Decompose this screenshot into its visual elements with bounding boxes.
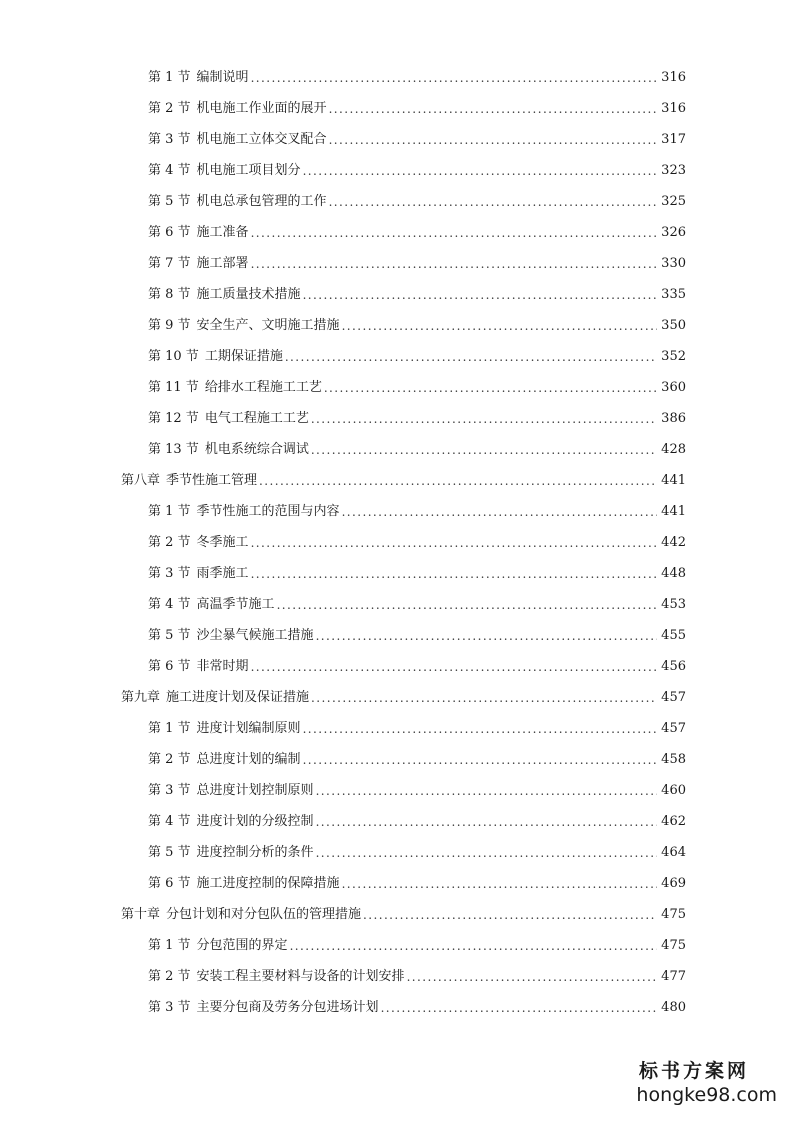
entry-title: 机电总承包管理的工作 — [196, 194, 327, 209]
entry-page-number: 352 — [661, 349, 686, 364]
toc-entry[interactable] — [148, 314, 686, 334]
dot-leader — [303, 287, 658, 303]
entry-page-number: 469 — [661, 876, 686, 891]
entry-number: 第 12 节 — [148, 411, 199, 426]
dot-leader — [329, 101, 658, 117]
entry-number: 第 6 节 — [148, 225, 191, 240]
entry-page-number: 317 — [661, 132, 686, 147]
dot-leader — [329, 194, 658, 210]
dot-leader — [381, 1000, 658, 1016]
dot-leader — [251, 256, 658, 272]
entry-page-number: 350 — [661, 318, 686, 333]
dot-leader — [251, 659, 658, 675]
dot-leader — [311, 411, 657, 427]
watermark-url: hongke98.com — [636, 1084, 777, 1106]
entry-number: 第 7 节 — [148, 256, 191, 271]
entry-page-number: 335 — [661, 287, 686, 302]
entry-page-number: 464 — [661, 845, 686, 860]
toc-entry[interactable] — [148, 128, 686, 148]
entry-title: 雨季施工 — [196, 566, 249, 581]
entry-number: 第 3 节 — [148, 132, 191, 147]
entry-title: 机电施工项目划分 — [196, 163, 301, 178]
entry-number: 第 3 节 — [148, 566, 191, 581]
watermark-brand: 标书方案网 — [639, 1060, 750, 1082]
entry-page-number: 448 — [661, 566, 686, 581]
entry-page-number: 456 — [661, 659, 686, 674]
entry-number: 第 6 节 — [148, 659, 191, 674]
toc-entry[interactable] — [148, 748, 686, 768]
entry-number: 第 1 节 — [148, 504, 191, 519]
chapter-title: 施工进度计划及保证措施 — [166, 690, 310, 705]
dot-leader — [324, 380, 657, 396]
toc-entry[interactable] — [148, 221, 686, 241]
entry-title: 机电系统综合调试 — [204, 442, 309, 457]
entry-number: 第 5 节 — [148, 194, 191, 209]
entry-title: 给排水工程施工工艺 — [204, 380, 322, 395]
toc-entry[interactable] — [148, 283, 686, 303]
entry-number: 第 3 节 — [148, 783, 191, 798]
toc-entry[interactable] — [148, 965, 686, 985]
dot-leader — [311, 690, 657, 706]
toc-entry[interactable] — [148, 66, 686, 86]
dot-leader — [342, 876, 658, 892]
entry-page-number: 330 — [661, 256, 686, 271]
site-watermark — [636, 1054, 779, 1116]
entry-page-number: 480 — [661, 1000, 686, 1015]
entry-number: 第 11 节 — [148, 380, 199, 395]
toc-entry[interactable] — [148, 562, 686, 582]
toc-entry[interactable] — [148, 624, 686, 644]
entry-title: 施工进度控制的保障措施 — [196, 876, 340, 891]
entry-page-number: 442 — [661, 535, 686, 550]
toc-entry[interactable] — [148, 841, 686, 861]
dot-leader — [277, 597, 658, 613]
toc-entry[interactable] — [148, 810, 686, 830]
entry-title: 高温季节施工 — [196, 597, 275, 612]
dot-leader — [251, 566, 658, 582]
entry-title: 进度计划的分级控制 — [196, 814, 314, 829]
entry-number: 第 5 节 — [148, 845, 191, 860]
entry-title: 总进度计划的编制 — [196, 752, 301, 767]
entry-title: 施工准备 — [196, 225, 249, 240]
toc-entry[interactable] — [148, 934, 686, 954]
entry-page-number: 453 — [661, 597, 686, 612]
toc-entry[interactable] — [148, 159, 686, 179]
entry-page-number: 323 — [661, 163, 686, 178]
entry-number: 第 1 节 — [148, 70, 191, 85]
entry-title: 分包范围的界定 — [196, 938, 288, 953]
entry-number: 第 5 节 — [148, 628, 191, 643]
toc-entry[interactable] — [148, 717, 686, 737]
entry-page-number: 475 — [661, 907, 686, 922]
entry-number: 第 10 节 — [148, 349, 199, 364]
toc-entry[interactable] — [148, 531, 686, 551]
dot-leader — [316, 628, 658, 644]
entry-title: 进度计划编制原则 — [196, 721, 301, 736]
entry-title: 施工质量技术措施 — [196, 287, 301, 302]
entry-number: 第 4 节 — [148, 597, 191, 612]
dot-leader — [251, 225, 658, 241]
entry-page-number: 428 — [661, 442, 686, 457]
chapter-number: 第十章 — [121, 907, 161, 922]
toc-entry[interactable] — [148, 438, 686, 458]
chapter-title: 季节性施工管理 — [166, 473, 258, 488]
toc-entry[interactable] — [148, 376, 686, 396]
dot-leader — [259, 473, 657, 489]
entry-page-number: 316 — [661, 101, 686, 116]
entry-page-number: 462 — [661, 814, 686, 829]
entry-page-number: 441 — [661, 473, 686, 488]
dot-leader — [316, 783, 658, 799]
entry-page-number: 326 — [661, 225, 686, 240]
entry-title: 机电施工作业面的展开 — [196, 101, 327, 116]
entry-title: 施工部署 — [196, 256, 249, 271]
entry-number: 第 2 节 — [148, 535, 191, 550]
entry-page-number: 386 — [661, 411, 686, 426]
toc-entry[interactable] — [148, 872, 686, 892]
toc-chapter-entry[interactable] — [121, 903, 686, 923]
dot-leader — [290, 938, 658, 954]
entry-number: 第 4 节 — [148, 814, 191, 829]
entry-title: 安装工程主要材料与设备的计划安排 — [196, 969, 405, 984]
dot-leader — [316, 814, 658, 830]
entry-title: 机电施工立体交叉配合 — [196, 132, 327, 147]
toc-entry[interactable] — [148, 779, 686, 799]
toc-entry[interactable] — [148, 407, 686, 427]
entry-number: 第 13 节 — [148, 442, 199, 457]
dot-leader — [311, 442, 657, 458]
entry-page-number: 457 — [661, 721, 686, 736]
toc-entry[interactable] — [148, 252, 686, 272]
toc-chapter-entry[interactable] — [121, 469, 686, 489]
dot-leader — [407, 969, 658, 985]
entry-number: 第 4 节 — [148, 163, 191, 178]
entry-page-number: 325 — [661, 194, 686, 209]
entry-page-number: 460 — [661, 783, 686, 798]
toc-chapter-entry[interactable] — [121, 686, 686, 706]
dot-leader — [303, 163, 658, 179]
entry-page-number: 316 — [661, 70, 686, 85]
entry-number: 第 9 节 — [148, 318, 191, 333]
entry-title: 季节性施工的范围与内容 — [196, 504, 340, 519]
entry-title: 非常时期 — [196, 659, 249, 674]
entry-title: 进度控制分析的条件 — [196, 845, 314, 860]
entry-page-number: 475 — [661, 938, 686, 953]
dot-leader — [285, 349, 657, 365]
dot-leader — [316, 845, 658, 861]
dot-leader — [251, 535, 658, 551]
chapter-title: 分包计划和对分包队伍的管理措施 — [166, 907, 362, 922]
entry-title: 沙尘暴气候施工措施 — [196, 628, 314, 643]
entry-number: 第 2 节 — [148, 752, 191, 767]
toc-entry[interactable] — [148, 655, 686, 675]
entry-title: 主要分包商及劳务分包进场计划 — [196, 1000, 379, 1015]
dot-leader — [251, 70, 658, 86]
toc-entry[interactable] — [148, 593, 686, 613]
toc-entry[interactable] — [148, 97, 686, 117]
entry-number: 第 2 节 — [148, 101, 191, 116]
toc-entry[interactable] — [148, 345, 686, 365]
entry-title: 冬季施工 — [196, 535, 249, 550]
dot-leader — [303, 721, 658, 737]
dot-leader — [303, 752, 658, 768]
entry-number: 第 1 节 — [148, 721, 191, 736]
entry-title: 编制说明 — [196, 70, 249, 85]
dot-leader — [329, 132, 658, 148]
toc-entry[interactable] — [148, 996, 686, 1016]
dot-leader — [363, 907, 657, 923]
entry-page-number: 458 — [661, 752, 686, 767]
entry-number: 第 3 节 — [148, 1000, 191, 1015]
entry-number: 第 6 节 — [148, 876, 191, 891]
entry-number: 第 8 节 — [148, 287, 191, 302]
entry-page-number: 457 — [661, 690, 686, 705]
chapter-number: 第八章 — [121, 473, 161, 488]
entry-page-number: 477 — [661, 969, 686, 984]
entry-title: 工期保证措施 — [204, 349, 283, 364]
toc-entry[interactable] — [148, 500, 686, 520]
entry-page-number: 441 — [661, 504, 686, 519]
chapter-number: 第九章 — [121, 690, 161, 705]
entry-title: 电气工程施工工艺 — [204, 411, 309, 426]
toc-entry[interactable] — [148, 190, 686, 210]
entry-page-number: 455 — [661, 628, 686, 643]
entry-title: 安全生产、文明施工措施 — [196, 318, 340, 333]
dot-leader — [342, 318, 658, 334]
entry-number: 第 2 节 — [148, 969, 191, 984]
entry-number: 第 1 节 — [148, 938, 191, 953]
dot-leader — [342, 504, 658, 520]
entry-title: 总进度计划控制原则 — [196, 783, 314, 798]
entry-page-number: 360 — [661, 380, 686, 395]
